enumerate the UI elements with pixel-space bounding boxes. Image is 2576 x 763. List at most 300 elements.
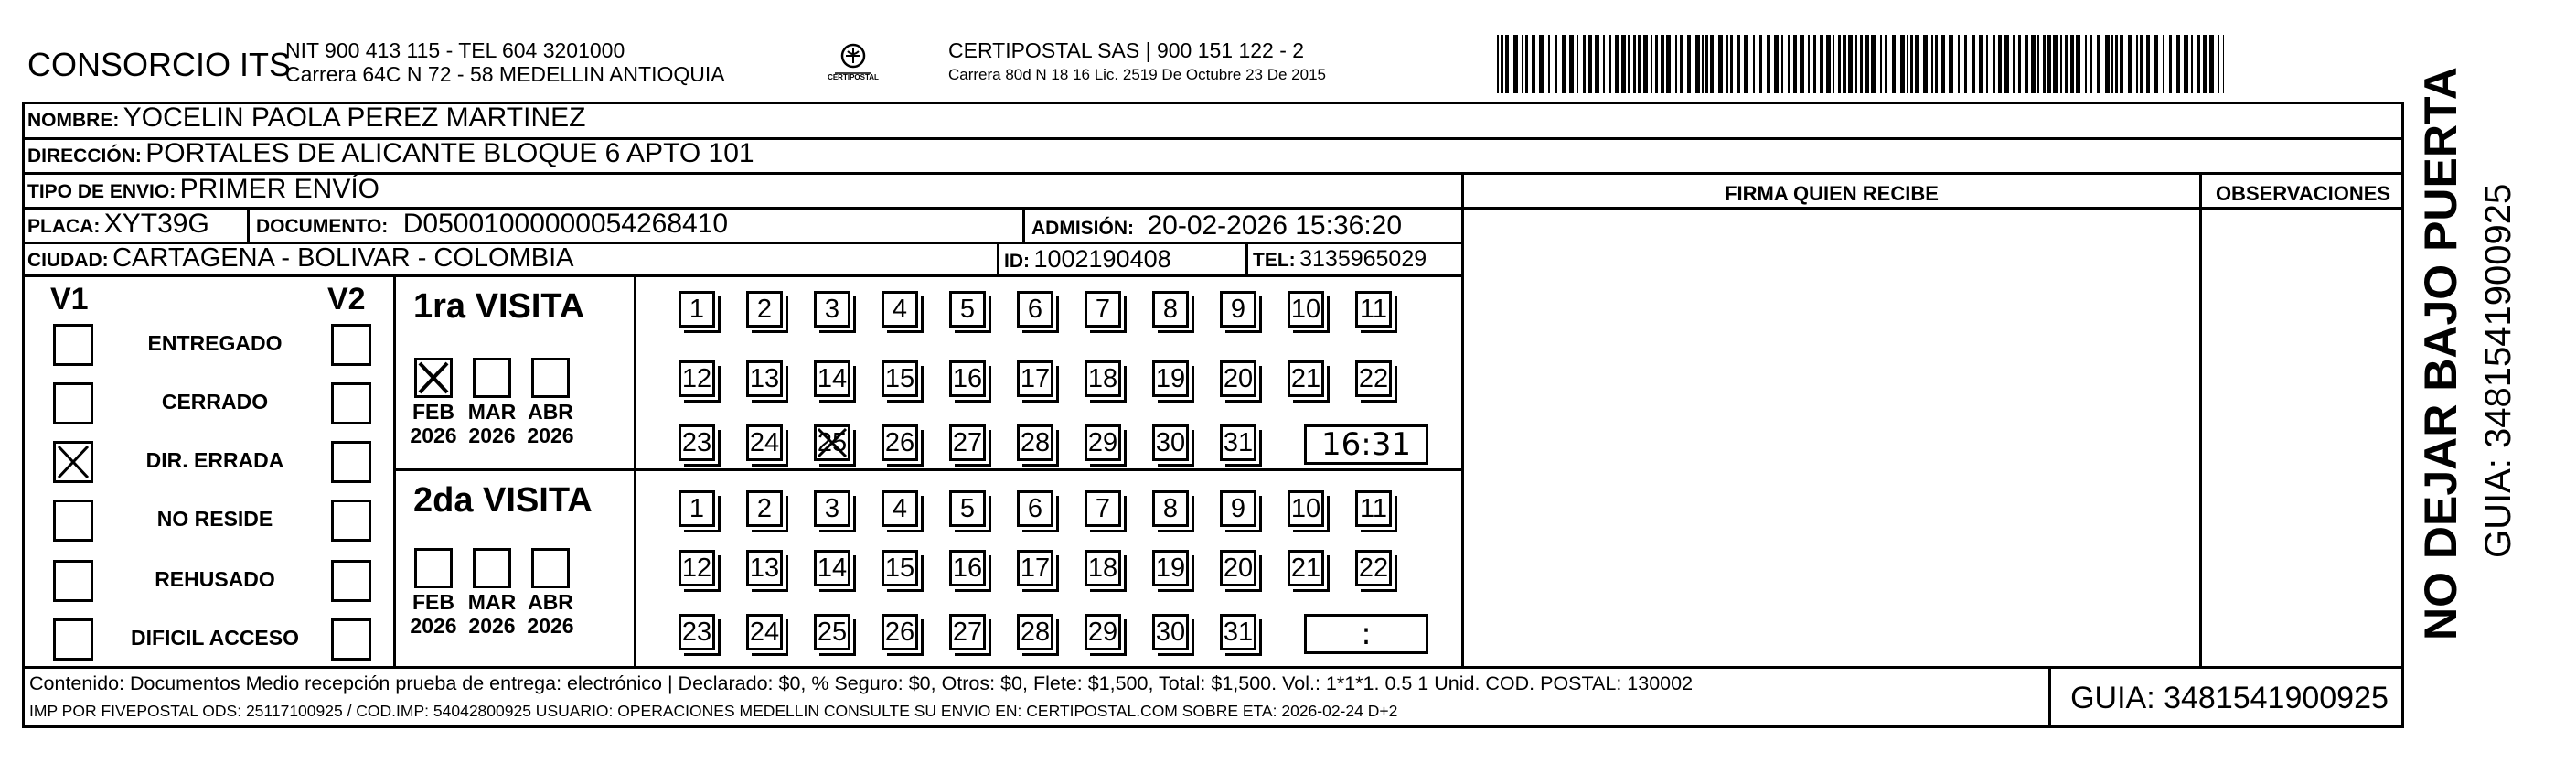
v2-checkbox[interactable] [331, 500, 371, 542]
operator-line: CERTIPOSTAL SAS | 900 151 122 - 2 [948, 38, 1305, 62]
barcode-bar [2065, 35, 2068, 93]
status-label: ENTREGADO [147, 331, 283, 355]
month-year: 2026 [468, 614, 516, 638]
day-number: 27 [952, 618, 983, 647]
company-nit: NIT 900 413 115 - TEL 604 3201000 [285, 38, 625, 62]
imp-line: IMP POR FIVEPOSTAL ODS: 25117100925 / COD.IMP: 54042800925 USUARIO: OPERACIONES MEDELLIN CONSULTE SU ENVIO EN: CERTIPOSTAL.COM SOBRE ETA: 2026-02-24 D+2 [29, 702, 1398, 720]
day-box[interactable] [1355, 490, 1392, 527]
barcode-bar [1695, 35, 1700, 93]
barcode-bar [2018, 35, 2021, 93]
barcode-bar [1710, 35, 1714, 93]
barcode-bar [1843, 35, 1846, 93]
day-number: 19 [1155, 553, 1186, 583]
barcode-bar [1583, 35, 1586, 93]
day-box[interactable] [1152, 614, 1189, 650]
day-box[interactable] [814, 360, 850, 397]
barcode-bar [1915, 35, 1919, 93]
day-box[interactable] [746, 360, 783, 397]
barcode-bar [1998, 35, 2002, 93]
barcode-bar [2060, 35, 2062, 93]
day-box[interactable] [1085, 614, 1121, 650]
day-number: 7 [1095, 494, 1111, 523]
documento-value: D05001000000054268410 [402, 209, 729, 239]
status-label: REHUSADO [155, 567, 275, 591]
day-number: 4 [892, 295, 908, 324]
barcode-bar [1753, 35, 1755, 93]
barcode-bar [1880, 35, 1882, 93]
documento-label: DOCUMENTO: [256, 216, 389, 237]
id-value: 1002190408 [1033, 245, 1171, 273]
v1-checkbox[interactable] [53, 324, 93, 366]
month-year: 2026 [410, 614, 457, 638]
barcode-bar [1687, 35, 1691, 93]
status-label: NO RESIDE [156, 507, 273, 531]
barcode-bar [1848, 35, 1853, 93]
day-box[interactable] [882, 360, 918, 397]
barcode-bar [1979, 35, 1983, 93]
barcode-bar [1900, 35, 1905, 93]
barcode-bar [1680, 35, 1683, 93]
time-box[interactable]: : [1304, 614, 1428, 654]
company-address: Carrera 64C N 72 - 58 MEDELLIN ANTIOQUIA [285, 62, 725, 86]
day-box[interactable] [949, 614, 986, 650]
day-number: 12 [681, 553, 712, 583]
month-checkbox[interactable] [531, 358, 570, 398]
barcode-bar [1788, 35, 1790, 93]
day-box[interactable] [1017, 424, 1053, 461]
certipostal-logo [828, 40, 879, 91]
barcode-bar [1726, 35, 1728, 93]
day-box[interactable] [746, 550, 783, 586]
barcode-bar [1800, 35, 1804, 93]
barcode-bar [2218, 35, 2219, 93]
barcode-bar [2085, 35, 2087, 93]
day-box[interactable] [949, 550, 986, 586]
day-number: 18 [1087, 364, 1118, 393]
barcode-bar [1813, 35, 1816, 93]
barcode-bar [1651, 35, 1652, 93]
day-box[interactable] [1017, 360, 1053, 397]
day-box[interactable] [1152, 550, 1189, 586]
barcode-bar [1923, 35, 1928, 93]
day-number: 29 [1087, 618, 1118, 647]
barcode-bar [1569, 35, 1574, 93]
day-box[interactable] [679, 291, 715, 328]
day-box[interactable] [1355, 360, 1392, 397]
barcode-bar [1501, 35, 1503, 93]
barcode-bar [2105, 35, 2110, 93]
barcode-bar [1513, 35, 1518, 93]
day-number: 22 [1358, 553, 1389, 583]
v1-checkbox[interactable] [53, 500, 93, 542]
day-box[interactable] [746, 424, 783, 461]
v1-checkbox[interactable] [53, 382, 93, 424]
barcode-bar [1935, 35, 1938, 93]
day-box[interactable] [1288, 360, 1324, 397]
direccion-value: PORTALES DE ALICANTE BLOQUE 6 APTO 101 [145, 138, 754, 168]
day-number: 17 [1020, 553, 1051, 583]
barcode-bar [1972, 35, 1975, 93]
day-number: 30 [1155, 428, 1186, 457]
footer-guia: GUIA: 3481541900925 [2070, 681, 2389, 715]
day-box[interactable] [882, 291, 918, 328]
barcode-bar [1833, 35, 1834, 93]
v1-checkbox[interactable] [53, 441, 93, 483]
day-number: 1 [689, 494, 705, 523]
month-label: FEB [412, 590, 454, 614]
day-number: 28 [1020, 428, 1051, 457]
day-number: 2 [756, 295, 773, 324]
v2-checkbox[interactable] [331, 560, 371, 602]
day-box[interactable] [1220, 424, 1256, 461]
barcode-bar [1562, 35, 1566, 93]
barcode-bar [1621, 35, 1626, 93]
day-box[interactable] [949, 490, 986, 527]
day-box[interactable] [1017, 490, 1053, 527]
day-number: 5 [959, 295, 976, 324]
barcode [1497, 35, 2224, 93]
day-box[interactable] [1017, 550, 1053, 586]
barcode-bar [1931, 35, 1933, 93]
barcode-bar [1941, 35, 1945, 93]
barcode-bar [1675, 35, 1677, 93]
barcode-bar [2025, 35, 2028, 93]
barcode-bar [1774, 35, 1779, 93]
day-number: 12 [681, 364, 712, 393]
day-box[interactable] [1085, 550, 1121, 586]
barcode-bar [1522, 35, 1523, 93]
day-number: 3 [824, 494, 840, 523]
day-number: 8 [1162, 494, 1179, 523]
day-number: 30 [1155, 618, 1186, 647]
barcode-bar [2037, 35, 2039, 93]
barcode-bar [2047, 35, 2051, 93]
month-label: ABR [528, 590, 573, 614]
day-number: 17 [1020, 364, 1051, 393]
day-box[interactable] [882, 424, 918, 461]
day-number: 9 [1230, 295, 1246, 324]
day-box[interactable] [746, 291, 783, 328]
day-number: 13 [749, 553, 780, 583]
day-box[interactable] [679, 424, 715, 461]
status-label: CERRADO [161, 390, 269, 414]
day-number: 16 [952, 364, 983, 393]
day-number: 6 [1027, 295, 1043, 324]
second-visit-title: 2da VISITA [413, 481, 593, 520]
barcode-bar [1718, 35, 1723, 93]
barcode-bar [2090, 35, 2092, 93]
barcode-bar [2004, 35, 2009, 93]
day-box[interactable] [679, 550, 715, 586]
day-number: 11 [1359, 494, 1388, 523]
month-checkbox[interactable] [414, 358, 453, 398]
barcode-bar [1964, 35, 1967, 93]
barcode-bar [1609, 35, 1611, 93]
day-box[interactable] [1152, 490, 1189, 527]
placa-value: XYT39G [103, 209, 209, 239]
day-box[interactable] [814, 614, 850, 650]
barcode-bar [1871, 35, 1876, 93]
month-checkbox[interactable] [473, 548, 511, 588]
day-number: 5 [959, 494, 976, 523]
month-checkbox[interactable] [531, 548, 570, 588]
barcode-bar [1910, 35, 1913, 93]
day-box[interactable] [1085, 490, 1121, 527]
logo-text: CERTIPOSTAL [828, 73, 879, 81]
day-box[interactable] [746, 614, 783, 650]
ciudad-label: CIUDAD: [27, 250, 109, 271]
barcode-bar [1767, 35, 1770, 93]
barcode-bar [2115, 35, 2118, 93]
day-number: 20 [1223, 553, 1254, 583]
v2-checkbox[interactable] [331, 618, 371, 661]
time-box[interactable]: 16:31 [1304, 424, 1428, 465]
day-number: 14 [817, 553, 848, 583]
barcode-bar [1655, 35, 1658, 93]
month-checkbox[interactable] [473, 358, 511, 398]
day-box[interactable] [949, 360, 986, 397]
day-box[interactable] [1220, 360, 1256, 397]
barcode-bar [1643, 35, 1648, 93]
month-label: MAR [467, 590, 517, 614]
status-label: DIR. ERRADA [145, 448, 284, 472]
barcode-bar [1628, 35, 1630, 93]
day-box[interactable] [882, 614, 918, 650]
day-box[interactable] [814, 550, 850, 586]
day-number: 24 [749, 618, 780, 647]
day-box[interactable] [679, 490, 715, 527]
status-label: DIFICIL ACCESO [130, 626, 299, 650]
day-number: 15 [884, 364, 915, 393]
barcode-bar [1986, 35, 1988, 93]
day-number: 21 [1290, 553, 1321, 583]
day-number: 26 [884, 428, 915, 457]
barcode-bar [1661, 35, 1664, 93]
nombre-value: YOCELIN PAOLA PEREZ MARTINEZ [123, 102, 586, 133]
barcode-bar [2203, 35, 2207, 93]
v2-checkbox[interactable] [331, 324, 371, 366]
day-number: 6 [1027, 494, 1043, 523]
day-number: 11 [1359, 295, 1388, 324]
barcode-bar [2111, 35, 2113, 93]
day-box[interactable] [814, 490, 850, 527]
day-number: 28 [1020, 618, 1051, 647]
day-box[interactable] [1085, 291, 1121, 328]
v1-header: V1 [50, 282, 89, 317]
day-number: 24 [749, 428, 780, 457]
day-box[interactable] [1220, 490, 1256, 527]
month-label: ABR [528, 400, 573, 424]
side-guia: GUIA: 3481541900925 [2478, 183, 2518, 558]
nombre-label: NOMBRE: [27, 110, 120, 131]
day-number: 25 [817, 618, 848, 647]
day-number: 23 [681, 428, 712, 457]
barcode-bar [1759, 35, 1762, 93]
day-number: 29 [1087, 428, 1118, 457]
admision-label: ADMISIÓN: [1031, 218, 1134, 239]
day-number: 27 [952, 428, 983, 457]
day-box[interactable] [1355, 291, 1392, 328]
barcode-bar [1539, 35, 1544, 93]
day-number: 7 [1095, 295, 1111, 324]
barcode-bar [1744, 35, 1748, 93]
barcode-bar [1865, 35, 1869, 93]
barcode-bar [1532, 35, 1535, 93]
day-number: 8 [1162, 295, 1179, 324]
barcode-bar [1826, 35, 1831, 93]
month-year: 2026 [527, 614, 574, 638]
day-box[interactable] [1152, 424, 1189, 461]
first-visit-title: 1ra VISITA [413, 287, 585, 326]
day-box[interactable] [1288, 490, 1324, 527]
day-box[interactable] [679, 360, 715, 397]
month-year: 2026 [527, 424, 574, 447]
tel-label: TEL: [1253, 250, 1296, 271]
v1-checkbox[interactable] [53, 618, 93, 661]
barcode-bar [1838, 35, 1841, 93]
barcode-bar [1705, 35, 1708, 93]
day-number: 9 [1230, 494, 1246, 523]
day-number: 13 [749, 364, 780, 393]
barcode-bar [1638, 35, 1641, 93]
day-number: 10 [1290, 295, 1321, 324]
barcode-bar [1633, 35, 1636, 93]
barcode-bar [2070, 35, 2074, 93]
day-box[interactable] [1085, 424, 1121, 461]
barcode-bar [2013, 35, 2015, 93]
day-number: 1 [689, 295, 705, 324]
day-box[interactable] [1288, 291, 1324, 328]
day-box[interactable] [1220, 614, 1256, 650]
day-number: 10 [1290, 494, 1321, 523]
month-year: 2026 [410, 424, 457, 447]
day-box[interactable] [1220, 550, 1256, 586]
barcode-bar [2076, 35, 2080, 93]
barcode-bar [1497, 35, 1499, 93]
barcode-bar [1820, 35, 1823, 93]
month-year: 2026 [468, 424, 516, 447]
day-box[interactable] [814, 291, 850, 328]
placa-label: PLACA: [27, 216, 101, 237]
barcode-bar [1730, 35, 1733, 93]
day-number: 31 [1223, 428, 1254, 457]
day-number: 22 [1358, 364, 1389, 393]
firma-header: FIRMA QUIEN RECIBE [1725, 182, 1939, 205]
day-box[interactable] [949, 424, 986, 461]
barcode-bar [2097, 35, 2100, 93]
day-number: 18 [1087, 553, 1118, 583]
day-box[interactable] [1220, 291, 1256, 328]
barcode-bar [1993, 35, 1995, 93]
barcode-bar [2053, 35, 2058, 93]
barcode-bar [1808, 35, 1810, 93]
barcode-bar [2154, 35, 2158, 93]
barcode-bar [1885, 35, 1887, 93]
barcode-bar [1588, 35, 1592, 93]
day-box[interactable] [1152, 360, 1189, 397]
barcode-bar [1577, 35, 1578, 93]
v2-checkbox[interactable] [331, 441, 371, 483]
day-box[interactable] [1288, 550, 1324, 586]
day-box[interactable] [679, 614, 715, 650]
v2-checkbox[interactable] [331, 382, 371, 424]
tipo-envio-label: TIPO DE ENVIO: [27, 181, 176, 202]
barcode-bar [1958, 35, 1960, 93]
barcode-bar [2163, 35, 2164, 93]
x-mark-icon [817, 427, 848, 458]
day-box[interactable] [1017, 614, 1053, 650]
barcode-bar [2184, 35, 2188, 93]
id-label: ID: [1004, 251, 1030, 272]
company-name: CONSORCIO ITS [27, 46, 292, 83]
barcode-bar [1907, 35, 1908, 93]
x-mark-icon [56, 444, 91, 480]
barcode-bar [1666, 35, 1671, 93]
barcode-bar [1860, 35, 1863, 93]
day-number: 3 [824, 295, 840, 324]
barcode-bar [1793, 35, 1797, 93]
barcode-bar [1595, 35, 1599, 93]
direccion-label: DIRECCIÓN: [27, 145, 142, 167]
barcode-bar [2031, 35, 2036, 93]
barcode-bar [2140, 35, 2143, 93]
barcode-bar [1555, 35, 1557, 93]
v1-checkbox[interactable] [53, 560, 93, 602]
day-number: 31 [1223, 618, 1254, 647]
ciudad-value: CARTAGENA - BOLIVAR - COLOMBIA [112, 243, 574, 273]
barcode-bar [1702, 35, 1704, 93]
day-box[interactable] [1085, 360, 1121, 397]
day-box[interactable] [882, 550, 918, 586]
day-number: 23 [681, 618, 712, 647]
day-number: 2 [756, 494, 773, 523]
barcode-bar [1525, 35, 1528, 93]
barcode-bar [2136, 35, 2138, 93]
tipo-envio-value: PRIMER ENVÍO [179, 174, 380, 204]
day-number: 21 [1290, 364, 1321, 393]
day-number: 16 [952, 553, 983, 583]
barcode-bar [2176, 35, 2180, 93]
day-number: 14 [817, 364, 848, 393]
observaciones-header: OBSERVACIONES [2215, 182, 2391, 205]
barcode-bar [1505, 35, 1509, 93]
certipostal-logo-icon [828, 40, 879, 91]
contenido-line: Contenido: Documentos Medio recepción prueba de entrega: electrónico | Declarado: $0, % Seguro: $0, Otros: $0, Flete: $1,500, Total: $1,500. Vol.: 1*1*1. 0.5 1 Unid. COD. POSTAL: 130002 [29, 672, 1694, 694]
barcode-bar [1949, 35, 1953, 93]
day-number: 15 [884, 553, 915, 583]
day-box[interactable] [746, 490, 783, 527]
day-box[interactable] [814, 424, 850, 461]
barcode-bar [1892, 35, 1896, 93]
day-box[interactable] [882, 490, 918, 527]
month-checkbox[interactable] [414, 548, 453, 588]
barcode-bar [1603, 35, 1605, 93]
day-box[interactable] [949, 291, 986, 328]
v2-header: V2 [327, 282, 366, 317]
license-line: Carrera 80d N 18 16 Lic. 2519 De Octubre 23 De 2015 [948, 66, 1326, 83]
x-mark-icon [417, 360, 450, 395]
admision-value: 20-02-2026 15:36:20 [1147, 210, 1403, 241]
day-box[interactable] [1152, 291, 1189, 328]
barcode-bar [2191, 35, 2193, 93]
day-number: 4 [892, 494, 908, 523]
month-label: FEB [412, 400, 454, 424]
day-number: 25 [817, 428, 848, 457]
day-box[interactable] [1017, 291, 1053, 328]
day-box[interactable] [1355, 550, 1392, 586]
barcode-bar [2197, 35, 2200, 93]
barcode-bar [1781, 35, 1783, 93]
